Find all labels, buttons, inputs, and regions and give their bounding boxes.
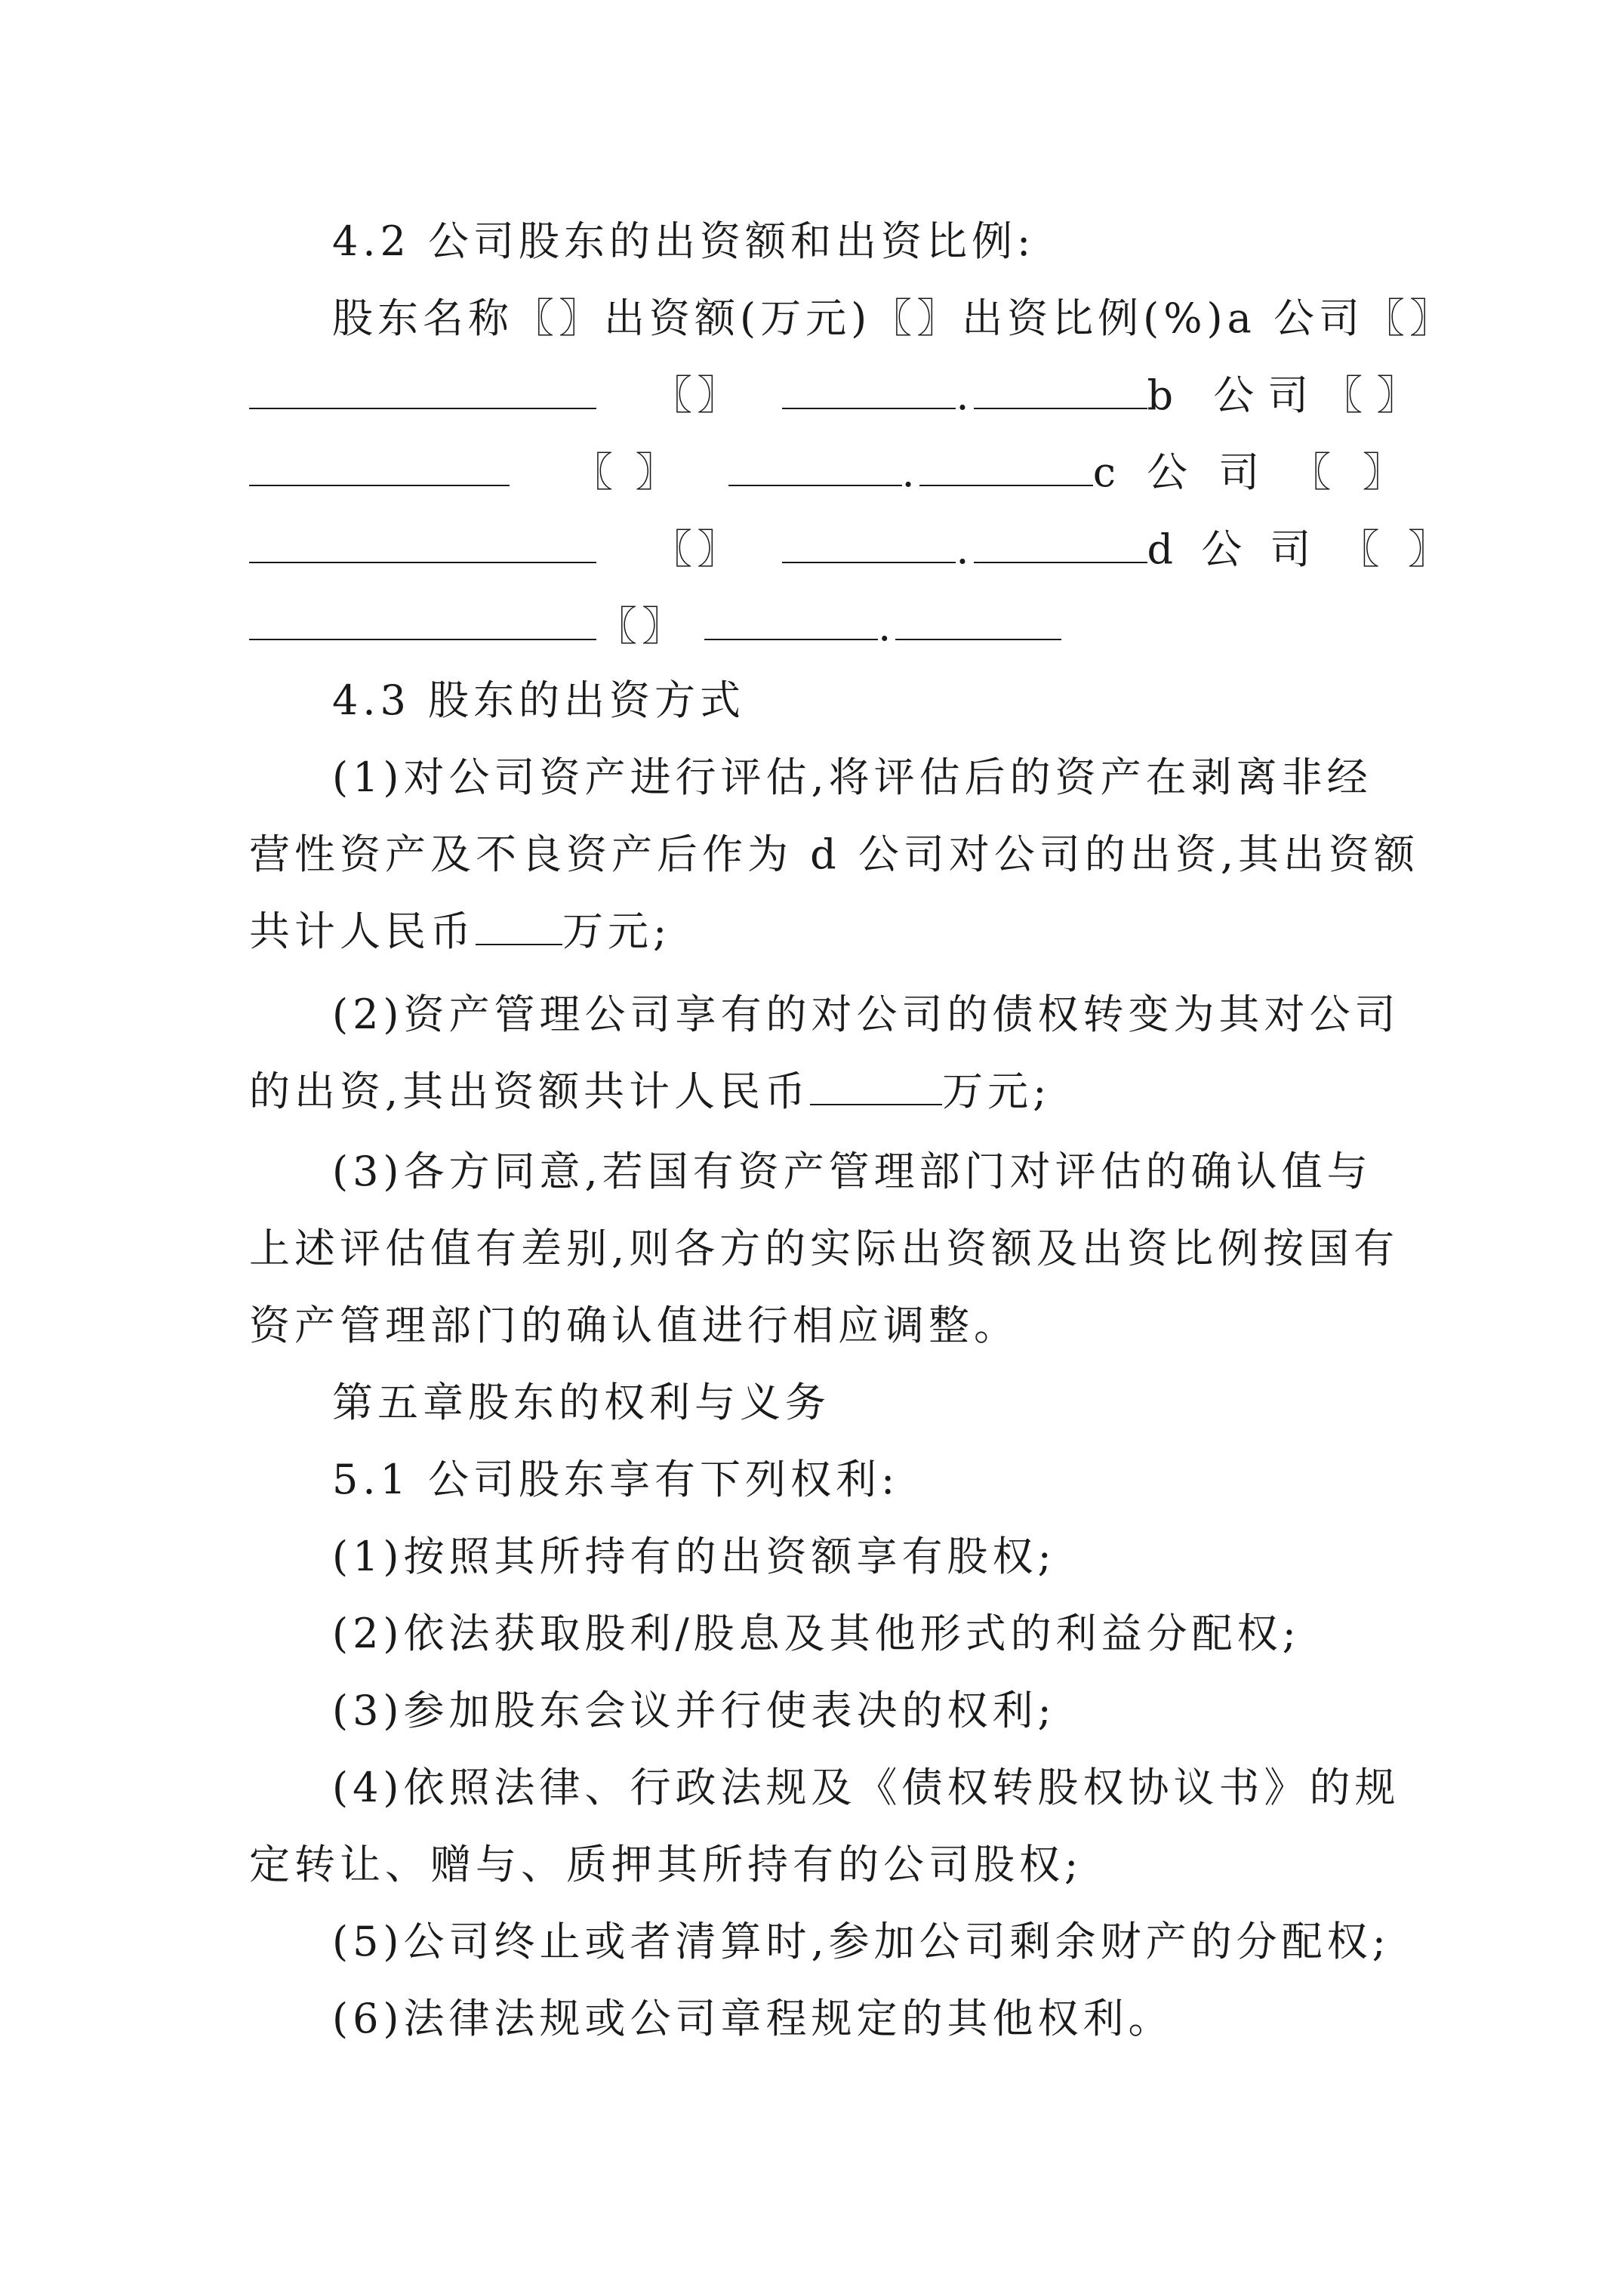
name-blank bbox=[249, 603, 596, 640]
bracket: 〖〗 bbox=[596, 603, 687, 650]
para-3-line-1: (3)各方同意,若国有资产管理部门对评估的确认值与 bbox=[332, 1148, 1372, 1195]
para-1-line-1: (1)对公司资产进行评估,将评估后的资产在剥离非经 bbox=[332, 754, 1372, 801]
right-4-line-1: (4)依照法律、行政法规及《债权转股权协议书》的规 bbox=[332, 1764, 1400, 1811]
text-segment: 共计人民币 bbox=[249, 908, 476, 955]
para-1-line-3 bbox=[249, 908, 671, 956]
para-3-line-2: 上述评估值有差别,则各方的实际出资额及出资比例按国有 bbox=[249, 1225, 1400, 1272]
decimal-dot: . bbox=[878, 603, 896, 650]
section-4-3-heading: 4.3 股东的出资方式 bbox=[332, 676, 746, 724]
name-blank bbox=[249, 525, 596, 563]
section-4-2-heading: 4.2 公司股东的出资额和出资比例: bbox=[332, 217, 1036, 265]
amount-blank bbox=[704, 603, 878, 640]
right-4-line-2: 定转让、赠与、质押其所持有的公司股权; bbox=[249, 1841, 1083, 1888]
ratio-blank bbox=[974, 525, 1147, 563]
para-2-line-2 bbox=[249, 1068, 1051, 1116]
para-3-line-3: 资产管理部门的确认值进行相应调整。 bbox=[249, 1302, 1019, 1349]
shareholder-row-last bbox=[249, 603, 1061, 651]
bracket: 〖 〗 bbox=[572, 448, 681, 496]
amount-blank bbox=[810, 1068, 942, 1105]
right-5: (5)公司终止或者清算时,参加公司剩余财产的分配权; bbox=[332, 1918, 1390, 1965]
amount-blank bbox=[728, 448, 902, 486]
decimal-dot: . bbox=[956, 371, 974, 419]
right-1: (1)按照其所持有的出资额享有股权; bbox=[332, 1533, 1056, 1580]
decimal-dot: . bbox=[956, 525, 974, 573]
name-blank bbox=[249, 448, 510, 486]
ratio-blank bbox=[919, 448, 1093, 486]
text-segment: 万元; bbox=[562, 908, 672, 955]
shareholder-table-header: 股东名称〖〗出资额(万元)〖〗出资比例(%)a 公司〖〗 bbox=[332, 294, 1455, 342]
right-6: (6)法律法规或公司章程规定的其他权利。 bbox=[332, 1995, 1174, 2042]
name-blank bbox=[249, 371, 596, 409]
amount-blank bbox=[782, 371, 956, 409]
bracket: 〖〗 bbox=[651, 371, 743, 419]
ratio-blank bbox=[974, 371, 1147, 409]
amount-blank bbox=[476, 908, 562, 945]
shareholder-row-c bbox=[249, 448, 1412, 497]
shareholder-row-b bbox=[249, 371, 1431, 420]
para-1-line-2: 营性资产及不良资产后作为 d 公司对公司的出资,其出资额 bbox=[249, 831, 1420, 878]
company-label: c 公 司 〖 〗 bbox=[1092, 448, 1412, 496]
right-2: (2)依法获取股利/股息及其他形式的利益分配权; bbox=[332, 1610, 1301, 1657]
bracket: 〖〗 bbox=[651, 525, 743, 573]
company-label: b 公司〖〗 bbox=[1147, 371, 1431, 419]
text-segment: 的出资,其出资额共计人民币 bbox=[249, 1068, 811, 1115]
ratio-blank bbox=[895, 603, 1061, 640]
company-label: d 公 司 〖 〗 bbox=[1147, 525, 1456, 573]
chapter-5-heading: 第五章股东的权利与义务 bbox=[332, 1379, 830, 1426]
text-segment: 万元; bbox=[942, 1068, 1052, 1115]
para-2-line-1: (2)资产管理公司享有的对公司的债权转变为其对公司 bbox=[332, 991, 1400, 1038]
decimal-dot: . bbox=[901, 448, 919, 496]
section-5-1-heading: 5.1 公司股东享有下列权利: bbox=[332, 1456, 900, 1503]
amount-blank bbox=[782, 525, 956, 563]
shareholder-row-d bbox=[249, 525, 1456, 574]
right-3: (3)参加股东会议并行使表决的权利; bbox=[332, 1687, 1056, 1734]
